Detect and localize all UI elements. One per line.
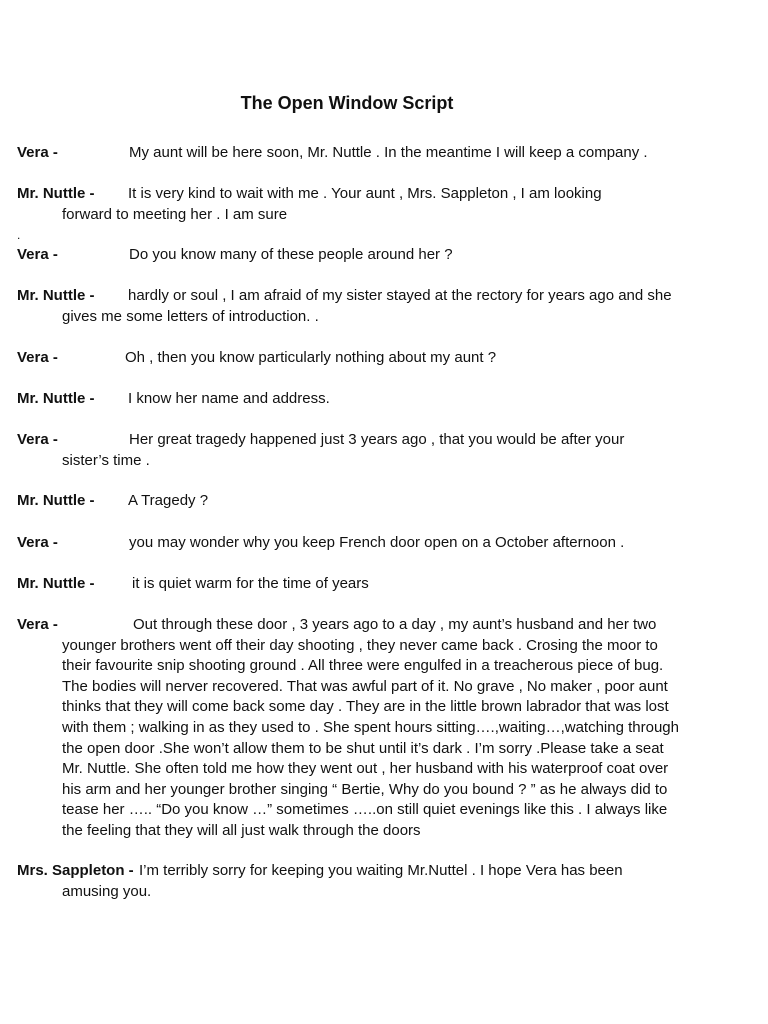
script-line [17, 615, 697, 842]
dialogue-text: Her great tragedy happened just 3 years ago , that you would be after your [129, 431, 625, 448]
speaker-label: Vera - [17, 534, 58, 551]
speaker-label: Vera - [17, 144, 58, 161]
dialogue-text: A Tragedy ? [128, 492, 209, 509]
speaker-label: Mr. Nuttle - [17, 185, 95, 202]
dialogue-continuation: amusing you. [62, 882, 152, 900]
speaker-label: Vera - [17, 349, 58, 366]
dialogue-text: Out through these door , 3 years ago to a day , my aunt’s husband and her two [133, 616, 657, 633]
script-line [17, 184, 697, 225]
script-line [17, 389, 697, 410]
dialogue-text: it is quiet warm for the time of years [132, 575, 369, 592]
script-line [17, 574, 697, 595]
dialogue-text: Do you know many of these people around her ? [129, 246, 453, 263]
speaker-label: Vera - [17, 246, 58, 263]
speaker-label: Mr. Nuttle - [17, 575, 95, 592]
dialogue-text: hardly or soul , I am afraid of my sister stayed at the rectory for years ago and she [128, 287, 672, 304]
dialogue-text: It is very kind to wait with me . Your aunt , Mrs. Sappleton , I am looking [128, 185, 602, 202]
script-line [17, 286, 697, 327]
script-line [17, 245, 697, 266]
script-line [17, 861, 697, 902]
script-line [17, 430, 697, 471]
speaker-label: Mr. Nuttle - [17, 492, 95, 509]
dialogue-text: I know her name and address. [128, 390, 330, 407]
speaker-label: Mr. Nuttle - [17, 287, 95, 304]
dialogue-text: I’m terribly sorry for keeping you waiting Mr.Nuttel . I hope Vera has been [139, 862, 623, 879]
dialogue-continuation: younger brothers went off their day shooting , they never came back . Crosing the moor to their favourite snip shooting ground . All three were engulfed in a treacherous piece of bug. The bodies will nerver recovered. That was awful part of it. No grave , No maker , poor aunt thinks that they will come back some day . They are in the little brown labrador that was lost with them ; walking in as they used to . She spent hours sitting….,waiting…,watching through the open door .She won’t allow them to be shut until it’s dark . I’m sorry .Please take a seat Mr. Nuttle. She often told me how they went out , her husband with his waterproof coat over his arm and her younger brother singing “ Bertie, Why do you bound ? ” as he always did to tease her ….. “Do you know …” sometimes …..on still quiet evenings like this . I always like the feeling that they will all just walk through the doors [62, 636, 679, 839]
stray-mark: . [17, 228, 21, 242]
speaker-label: Vera - [17, 616, 58, 633]
speaker-label: Vera - [17, 431, 58, 448]
script-line [17, 143, 697, 164]
script-line [17, 533, 697, 554]
dialogue-continuation: sister’s time . [62, 451, 150, 469]
dialogue-continuation: gives me some letters of introduction. . [62, 307, 319, 325]
dialogue-text: My aunt will be here soon, Mr. Nuttle . In the meantime I will keep a company . [129, 144, 648, 161]
dialogue-text: Oh , then you know particularly nothing about my aunt ? [125, 349, 497, 366]
script-line [17, 491, 697, 512]
dialogue-text: you may wonder why you keep French door open on a October afternoon . [129, 534, 625, 551]
speaker-label: Mrs. Sappleton - [17, 862, 134, 879]
speaker-label: Mr. Nuttle - [17, 390, 95, 407]
script-line [17, 348, 697, 369]
document-title: The Open Window Script [240, 93, 454, 113]
dialogue-continuation: forward to meeting her . I am sure [62, 205, 288, 223]
